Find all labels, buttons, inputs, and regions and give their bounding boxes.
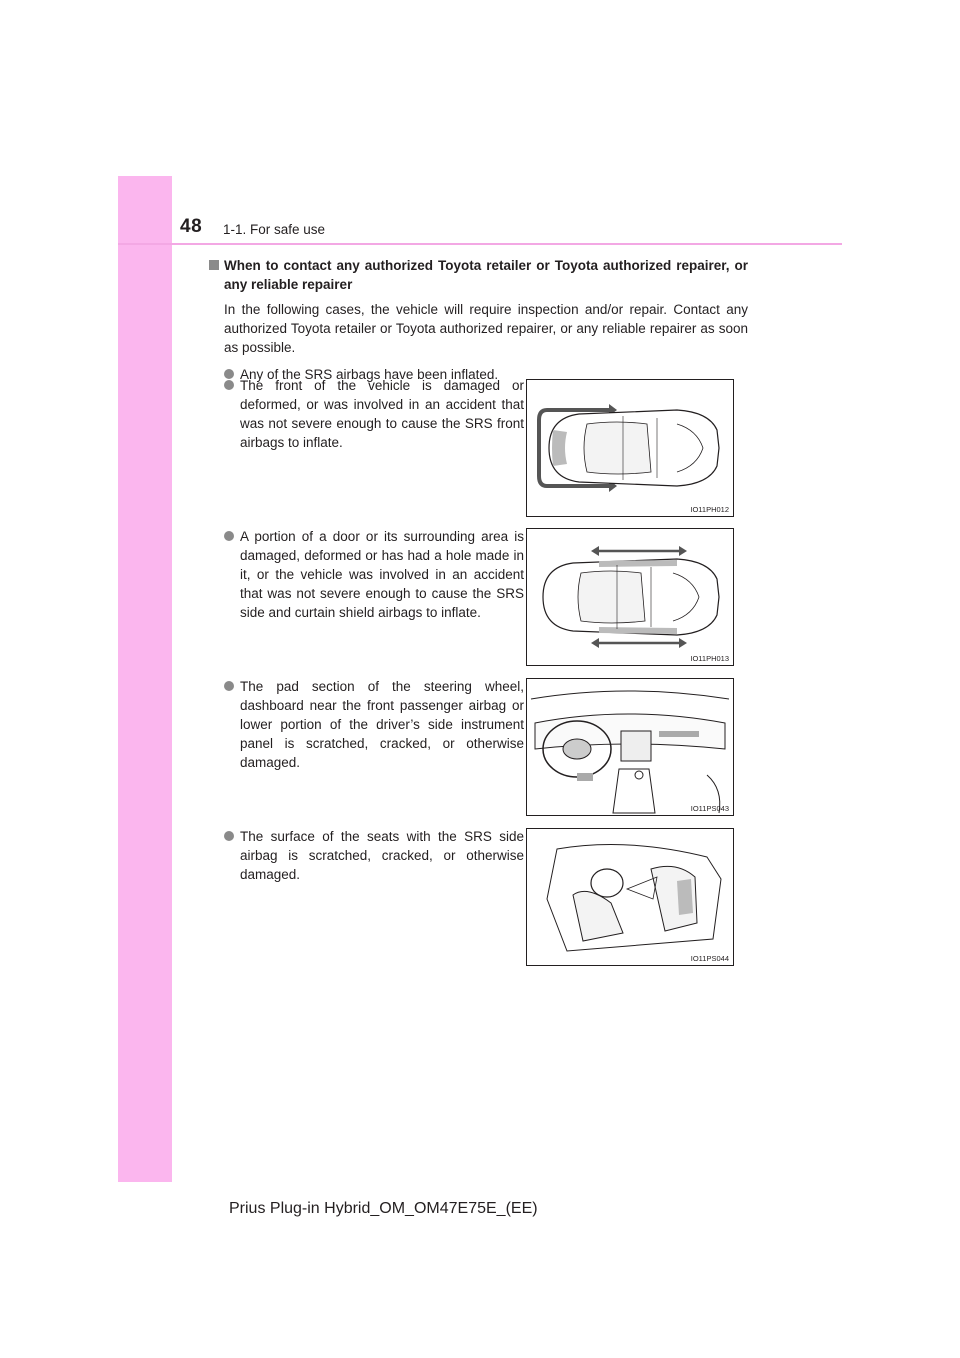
figure-code: IO11PH013 [690, 654, 729, 663]
heading-text: When to contact any authorized Toyota retailer or Toyota authorized repairer, or any reliable repairer [224, 258, 748, 292]
bullet-text: The pad section of the steering wheel, dashboard near the front passenger airbag or lower portion of the driver’s side instrument panel is scratched, cracked, or otherwise damaged. [240, 679, 524, 770]
circle-bullet-icon [224, 531, 234, 541]
circle-bullet-icon [224, 681, 234, 691]
main-content [208, 256, 748, 384]
subsection-heading [208, 256, 748, 294]
page-number: 48 [180, 216, 203, 237]
intro-paragraph: In the following cases, the vehicle will require inspection and/or repair. Contact any authorized Toyota retailer or Toyota authorized repairer, or any reliable repairer as soon as possible. [224, 302, 748, 355]
bullet-item [224, 827, 524, 884]
figure-code: IO11PH012 [690, 505, 729, 514]
figure-code: IO11PS043 [690, 804, 729, 813]
square-bullet-icon [209, 260, 219, 270]
circle-bullet-icon [224, 380, 234, 390]
document-footer: Prius Plug-in Hybrid_OM_OM47E75E_(EE) [229, 1200, 538, 1217]
bullet-text: A portion of a door or its surrounding area is damaged, deformed or has had a hole made in it, or the vehicle was involved in an accident that was not severe enough to cause the SRS side and curtain shield airbags to inflate. [240, 529, 524, 620]
circle-bullet-icon [224, 831, 234, 841]
bullet-text: The front of the vehicle is damaged or deformed, or was involved in an accident that was not severe enough to cause the SRS front airbags to inflate. [240, 378, 524, 450]
seats-illustration [527, 829, 733, 965]
bullet-text: The surface of the seats with the SRS side airbag is scratched, cracked, or otherwise damaged. [240, 829, 524, 882]
side-tab-band [118, 176, 172, 1182]
car-top-view-front-illustration [527, 380, 733, 516]
car-top-view-side-illustration [527, 529, 733, 665]
bullet-item [224, 677, 524, 772]
bullet-item [224, 376, 524, 452]
figure-code: IO11PS044 [690, 954, 729, 963]
figure-dashboard [526, 678, 734, 816]
bullet-item [224, 527, 524, 622]
figure-front-damage [526, 379, 734, 517]
bullet-text: Any of the SRS airbags have been inflated. [240, 367, 499, 382]
figure-seats [526, 828, 734, 966]
header-rule [118, 243, 842, 245]
section-title: 1-1. For safe use [223, 222, 326, 237]
dashboard-illustration [527, 679, 733, 815]
figure-side-damage [526, 528, 734, 666]
